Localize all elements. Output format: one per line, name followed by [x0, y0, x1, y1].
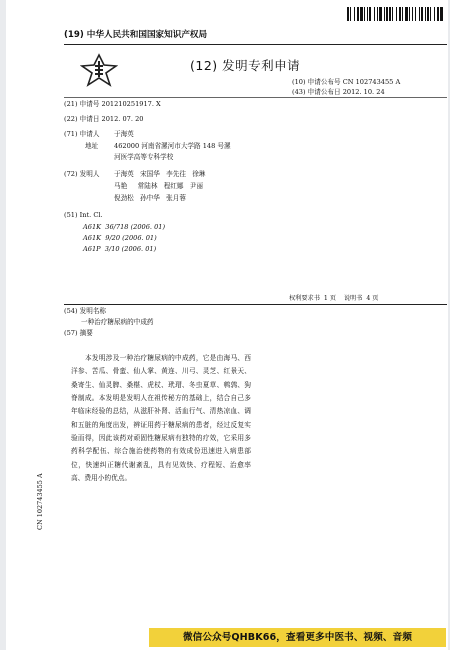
barcode-bar [386, 7, 388, 21]
barcode-bar [384, 7, 385, 21]
barcode-bar [409, 7, 410, 21]
barcode-bar [419, 7, 420, 21]
barcode-bar [421, 7, 423, 21]
barcode-bar [360, 7, 363, 21]
intcl-entry-3: A61P 3/10 (2006. 01) [83, 245, 157, 253]
abstract-rule [64, 304, 447, 305]
inventors-label: (72) 发明人 [64, 170, 100, 178]
abstract-text: 本发明涉及一种治疗糖尿病的中成药，它是由海马、西洋参、苦瓜、骨蛮、仙人掌、黄连、川弓、灵芝、红景天、桑寄生、仙灵脾、桑椹、虎杖、玳瑁、冬虫夏草、鹌鹑、狗脊制成。本发明是发明人在祖传秘方的基础上，结合自己多年临床经验的总结，从滋肝补肾、活血行气、清热凉血、调和五脏的角度出发，辨证用药于糖尿病的患者，经过反复实验而得，因此该药对顽固性糖尿病有独特的疗效，它采用多药科学配伍、综合施治使药物的有效成份迅速进入病患部位，快速纠正糖代谢紊乱，具有见效快、疗程短、治愈率高、费用小的优点。 [71, 354, 251, 483]
barcode-bar [399, 7, 401, 21]
barcode [347, 7, 444, 21]
barcode-bar [367, 7, 368, 21]
barcode-bar [374, 7, 375, 21]
barcode-bar [379, 7, 382, 21]
inventors-line-1: 于海英 宋国华 李先往 徐琳 [114, 170, 206, 178]
sipo-logo [80, 53, 118, 87]
barcode-bar [430, 7, 431, 21]
application-number: (21) 申请号 201210251917. X [64, 100, 161, 108]
invention-title: 一种治疗糖尿病的中成药 [81, 318, 154, 326]
barcode-bar [440, 7, 443, 21]
title-label: (54) 发明名称 [64, 307, 107, 315]
barcode-bar [369, 7, 371, 21]
address-line-1: 462000 河南省漯河市大学路 148 号漯 [114, 142, 231, 150]
barcode-bar [347, 7, 349, 21]
biblio-rule [64, 97, 447, 98]
barcode-bar [392, 7, 393, 21]
address-label: 地址 [85, 142, 99, 150]
barcode-bar [396, 7, 397, 21]
address-line-2: 河医学高等专科学校 [114, 153, 174, 161]
promo-banner: 微信公众号QHBK66，查看更多中医书、视频、音频 [149, 628, 446, 647]
barcode-bar [405, 7, 408, 21]
application-date: (22) 申请日 2012. 07. 20 [64, 115, 144, 123]
inventors-line-2: 马艳 常陆林 程红娜 尹丽 [114, 182, 203, 190]
patent-page [6, 0, 448, 650]
barcode-bar [350, 7, 351, 21]
barcode-bar [389, 7, 391, 21]
intcl-entry-2: A61K 9/20 (2006. 01) [83, 234, 157, 242]
page-count: 权利要求书 1 页 说明书 4 页 [289, 295, 379, 302]
barcode-bar [434, 7, 435, 21]
barcode-bar [402, 7, 403, 21]
publication-date: (43) 申请公布日 2012. 10. 24 [292, 88, 385, 96]
intcl-entry-1: A61K 36/718 (2006. 01) [83, 223, 166, 231]
barcode-bar [412, 7, 413, 21]
intcl-label: (51) Int. Cl. [64, 211, 103, 219]
office-name: (19) 中华人民共和国国家知识产权局 [64, 30, 208, 40]
barcode-bar [354, 7, 355, 21]
barcode-bar [425, 7, 426, 21]
abstract-label: (57) 摘要 [64, 329, 93, 337]
header-rule [64, 44, 447, 45]
inventors-line-3: 倪劲松 孙中华 张月蓉 [114, 194, 186, 202]
barcode-bar [364, 7, 365, 21]
publication-number: (10) 申请公布号 CN 102743455 A [292, 78, 401, 86]
barcode-bar [357, 7, 359, 21]
side-publication-number: CN 102743455 A [36, 473, 44, 530]
document-type: (12) 发明专利申请 [190, 58, 301, 73]
barcode-bar [437, 7, 439, 21]
applicant-name: 于海英 [114, 130, 134, 138]
barcode-bar [377, 7, 378, 21]
barcode-bar [415, 7, 416, 21]
applicant-label: (71) 申请人 [64, 130, 100, 138]
barcode-bar [427, 7, 429, 21]
